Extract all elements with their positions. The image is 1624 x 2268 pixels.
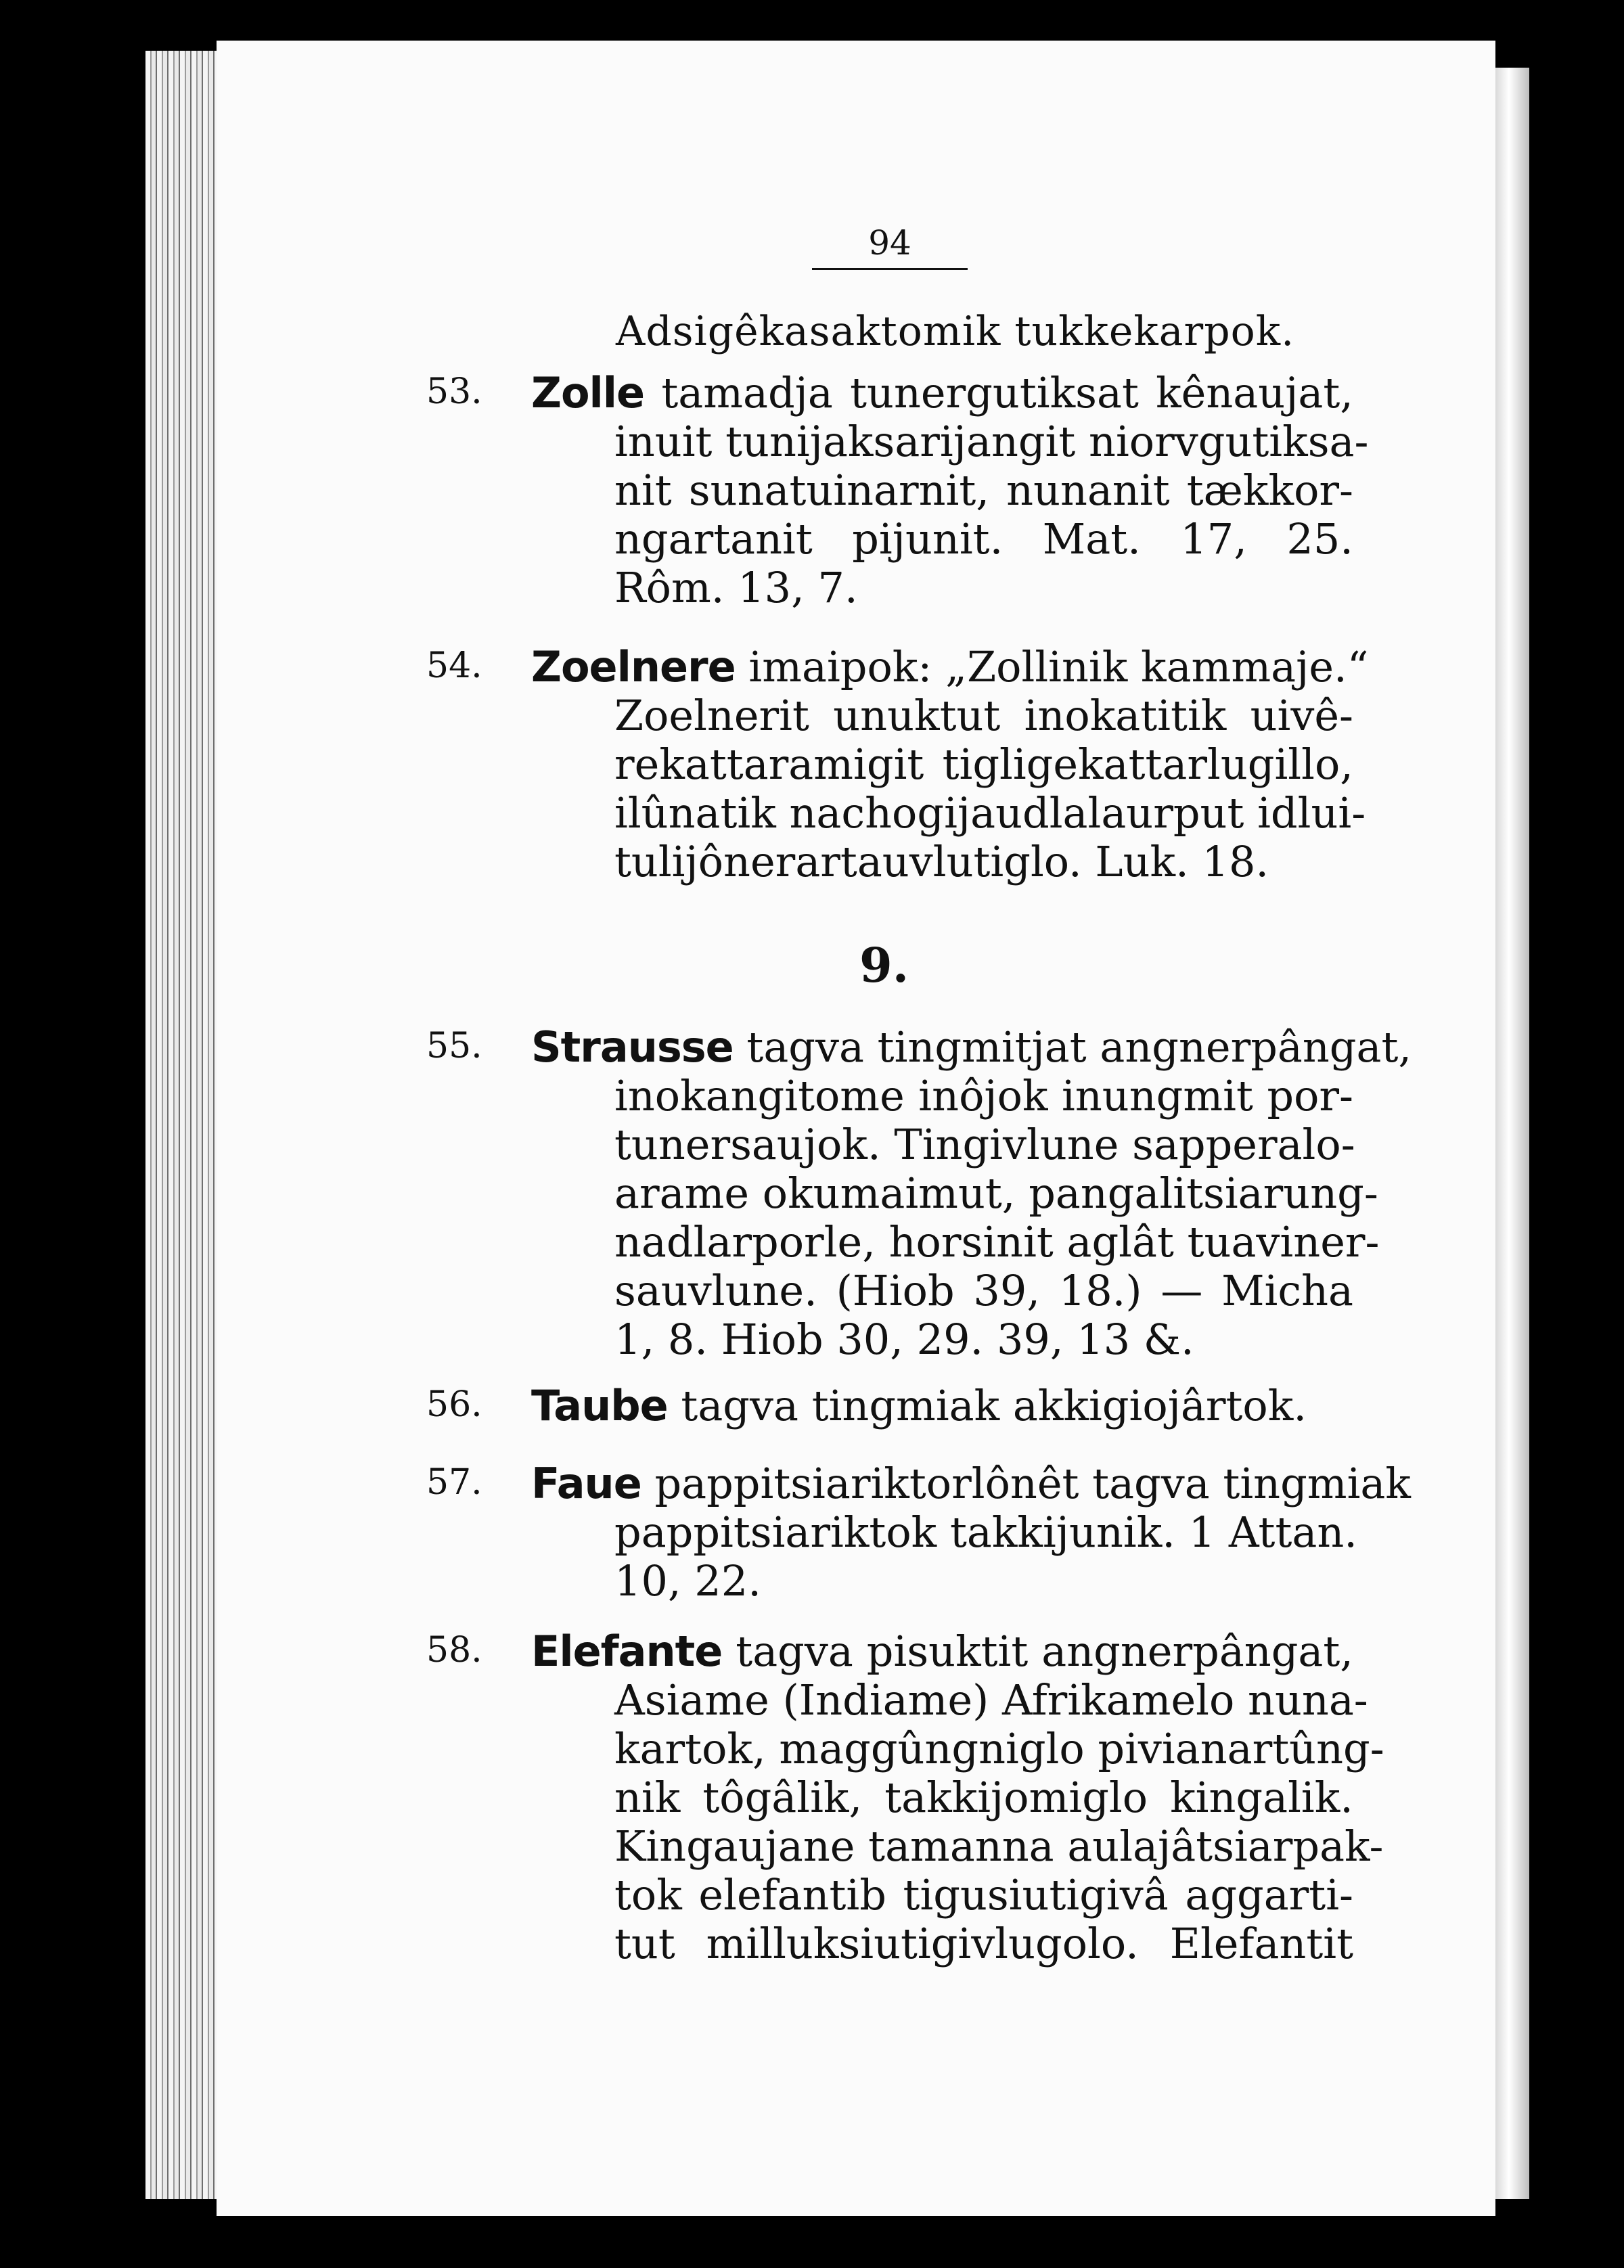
entry-heading: Zoelnere — [531, 642, 736, 691]
entry-line: nik tôgâlik, takkijomiglo kingalik. — [614, 1773, 1353, 1822]
entry-number: 53. — [426, 371, 482, 412]
entry-line: arame okumaimut, pangalitsiarung- — [614, 1169, 1378, 1218]
entry-number: 54. — [426, 645, 482, 686]
entry-line: Kingaujane tamanna aulajâtsiarpak- — [614, 1821, 1384, 1871]
entry-line: nadlarporle, horsinit aglât tuaviner- — [614, 1217, 1380, 1267]
entry-line: tamadja tunergutiksat kênaujat, — [644, 368, 1353, 417]
book-page-edges — [145, 51, 227, 2199]
entry-heading: Elefante — [531, 1627, 723, 1676]
section-number: 9. — [859, 937, 909, 993]
entry-line: pappitsiariktorlônêt tagva tingmiak — [641, 1459, 1411, 1508]
entry-line: tok elefantib tigusiutigivâ aggarti- — [614, 1870, 1353, 1920]
entry-number: 55. — [426, 1026, 482, 1066]
entry-first-line — [531, 1022, 1412, 1072]
entry-line: pappitsiariktok takkijunik. 1 Attan. — [614, 1507, 1357, 1557]
entry-line: tagva pisuktit angnerpângat, — [722, 1627, 1353, 1676]
entry-line: rekattaramigit tigligekattarlugillo, — [614, 740, 1353, 789]
entry-number: 57. — [426, 1462, 482, 1503]
entry-line: kartok, maggûngniglo pivianartûng- — [614, 1724, 1384, 1773]
entry-line: tagva tingmiak akkigiojârtok. — [667, 1381, 1307, 1430]
entry-first-line — [531, 1627, 1353, 1676]
entry-line: tunersaujok. Tingivlune sapperalo- — [614, 1120, 1355, 1169]
entry-first-line — [531, 1382, 1307, 1430]
entry-line: ngartanit pijunit. Mat. 17, 25. — [614, 514, 1353, 564]
entry-heading: Faue — [531, 1459, 641, 1508]
entry-line: Rôm. 13, 7. — [614, 563, 858, 612]
entry-heading: Zolle — [531, 368, 645, 417]
entry-line: sauvlune. (Hiob 39, 18.) — Micha — [614, 1266, 1353, 1315]
entry-line: 10, 22. — [614, 1556, 761, 1606]
entry-number: 56. — [426, 1384, 482, 1425]
entry-line: Asiame (Indiame) Afrikamelo nuna- — [614, 1675, 1368, 1725]
continued-text-line: Adsigêkasaktomik tukkekarpok. — [616, 308, 1295, 355]
entry-line: tagva tingmitjat angnerpângat, — [733, 1022, 1412, 1072]
entry-line: nit sunatuinarnit, nunanit tækkor- — [614, 466, 1353, 515]
entry-heading: Strausse — [531, 1022, 734, 1072]
entry-line: imaipok: „Zollinik kammaje.“ — [735, 642, 1369, 691]
entry-line: tulijônerartauvlutiglo. Luk. 18. — [614, 837, 1269, 886]
entry-line: 1, 8. Hiob 30, 29. 39, 13 &. — [614, 1315, 1194, 1364]
page-number: 94 — [812, 223, 968, 270]
entry-first-line — [531, 369, 1353, 417]
entry-first-line — [531, 642, 1369, 691]
entry-line: inuit tunijaksarijangit niorvgutiksa- — [614, 417, 1369, 466]
entry-number: 58. — [426, 1630, 482, 1671]
entry-line: ilûnatik nachogijaudlalaurput idlui- — [614, 788, 1366, 838]
book-right-edge — [1495, 68, 1529, 2199]
entry-line: Zoelnerit unuktut inokatitik uivê- — [614, 691, 1353, 740]
entry-first-line — [531, 1459, 1411, 1508]
entry-line: inokangitome inôjok inungmit por- — [614, 1071, 1353, 1120]
entry-heading: Taube — [531, 1381, 668, 1430]
entry-line: tut milluksiutigivlugolo. Elefantit — [614, 1919, 1353, 1968]
